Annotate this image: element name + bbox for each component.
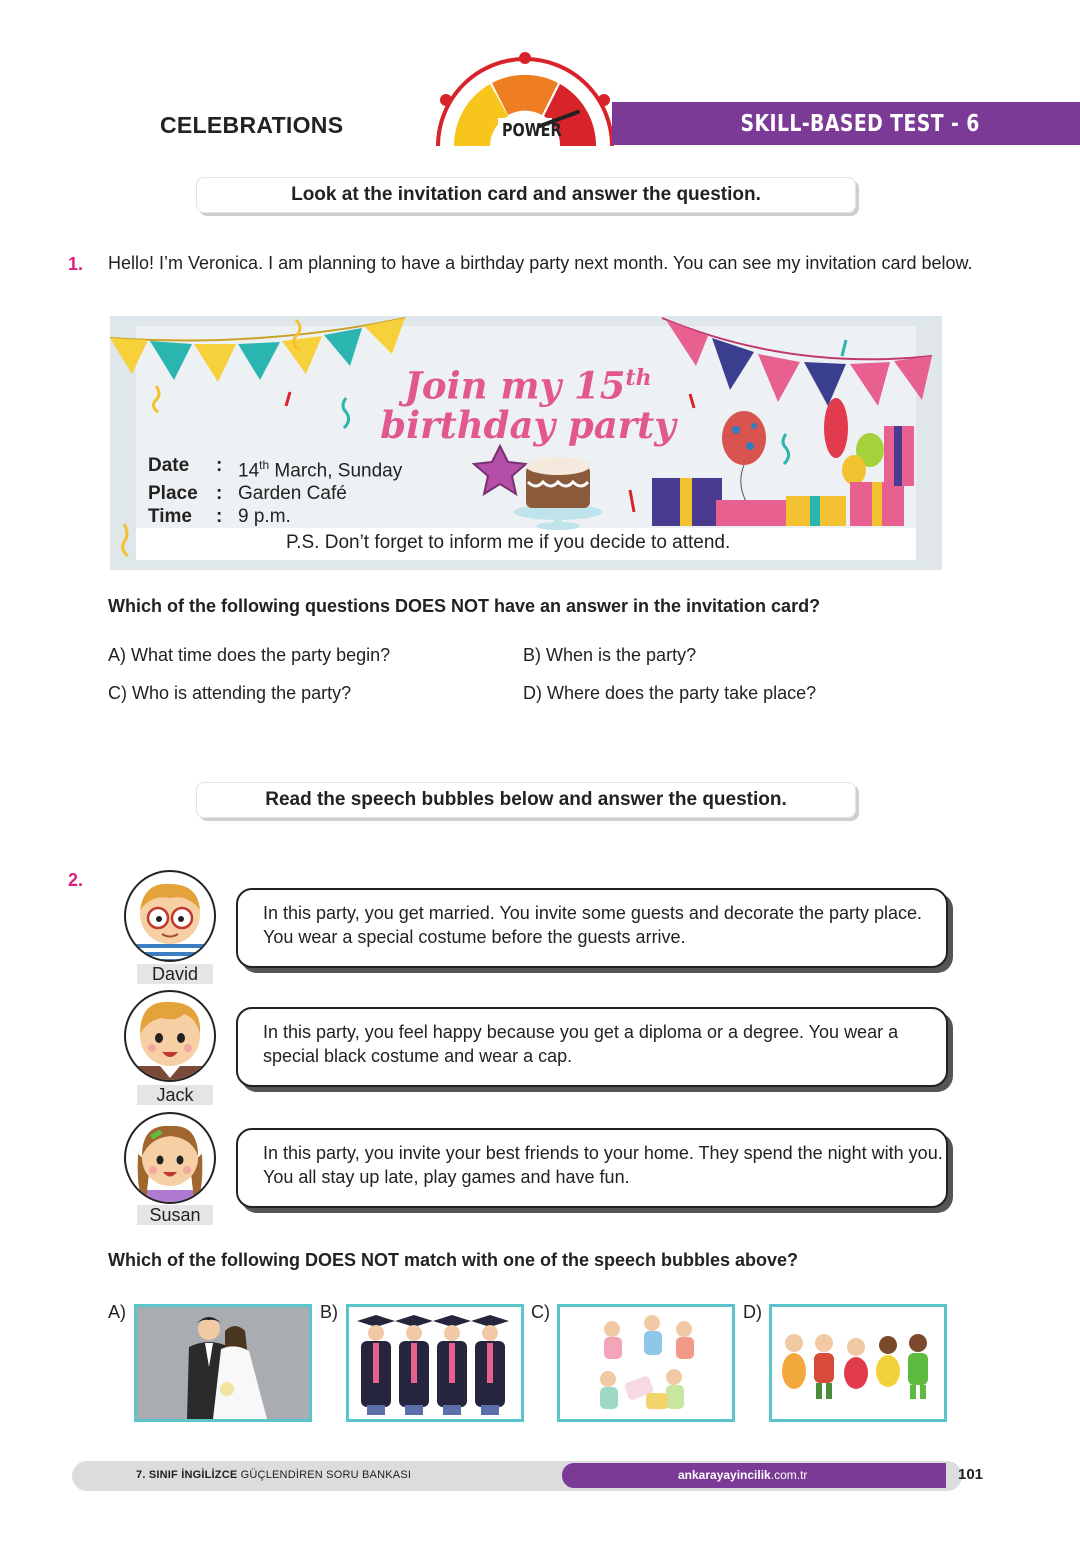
question-number-2: 2. — [68, 870, 84, 890]
answer-image-a[interactable] — [134, 1304, 312, 1422]
test-label: SKILL-BASED TEST - 6 — [740, 111, 980, 137]
date-colon: : — [216, 455, 223, 476]
footer-book-rest: GÜÇLENDİREN SORU BANKASI — [237, 1469, 412, 1481]
topic-title: CELEBRATIONS — [160, 112, 344, 138]
date-sup: th — [259, 458, 270, 472]
answer-image-b[interactable] — [346, 1304, 524, 1422]
answer-image-c[interactable] — [557, 1304, 735, 1422]
invitation-ps: P.S. Don’t forget to inform me if you decide to attend. — [286, 532, 731, 553]
graduates-icon — [349, 1307, 521, 1419]
date-day: 14 — [238, 460, 260, 482]
question-number-1: 1. — [68, 254, 84, 274]
time-colon: : — [216, 506, 223, 528]
time-value: 9 p.m. — [238, 506, 291, 528]
boy-smiling-icon — [126, 992, 214, 1080]
footer-url-rest: .com.tr — [770, 1468, 808, 1482]
option-1b[interactable]: B) When is the party? — [523, 645, 697, 665]
question-intro-1: Hello! I’m Veronica. I am planning to have a birthday party next month. You can see my invitation card below. — [108, 253, 973, 273]
instruction-box-2: Read the speech bubbles below and answer the question. — [196, 782, 856, 818]
answer-letter-c[interactable]: C) — [531, 1302, 550, 1322]
footer-url-bold: ankarayayincilik — [678, 1468, 771, 1482]
details-row-time — [148, 505, 408, 528]
speech-text-david: In this party, you get married. You invite some guests and decorate the party place. You wear a special costume before the guests arrive. — [263, 903, 923, 947]
speech-text-susan: In this party, you invite your best friends to your home. They spend the night with you. You all stay up late, play games and have fun. — [263, 1143, 943, 1187]
footer-url[interactable] — [678, 1468, 807, 1482]
pajama-party-kids-icon — [560, 1307, 732, 1419]
question-1: Which of the following questions DOES NOT have an answer in the invitation card? — [108, 596, 821, 616]
wedding-couple-icon — [137, 1307, 309, 1419]
invitation-title-line1: Join my 15 — [404, 363, 626, 408]
place-label: Place — [148, 483, 198, 505]
question-2: Which of the following DOES NOT match with one of the speech bubbles above? — [108, 1250, 799, 1270]
option-1c[interactable]: C) Who is attending the party? — [108, 683, 352, 703]
answer-image-d[interactable] — [769, 1304, 947, 1422]
answer-letter-d[interactable]: D) — [743, 1302, 762, 1322]
date-value — [238, 454, 408, 482]
footer-book-prefix: 7. SINIF — [136, 1469, 182, 1481]
invitation-title-line2: birthday party — [380, 403, 676, 448]
date-label: Date — [148, 455, 190, 476]
name-tag-david: David — [137, 964, 213, 984]
costume-kids-icon — [772, 1307, 944, 1419]
name-tag-susan: Susan — [137, 1205, 213, 1225]
place-colon: : — [216, 483, 223, 505]
footer-book-title — [136, 1469, 411, 1481]
date-rest: March, Sunday — [269, 460, 403, 482]
avatar-jack — [124, 990, 216, 1082]
invitation-details — [148, 454, 408, 528]
time-label: Time — [148, 506, 193, 528]
invitation-title — [378, 358, 678, 448]
place-value: Garden Café — [238, 483, 347, 505]
speech-text-jack: In this party, you feel happy because you get a diploma or a degree. You wear a special black costume and wear a cap. — [263, 1022, 899, 1066]
avatar-susan — [124, 1112, 216, 1204]
details-row-date — [148, 454, 408, 482]
option-1a[interactable]: A) What time does the party begin? — [108, 645, 391, 665]
option-1d[interactable]: D) Where does the party take place? — [523, 683, 817, 703]
invitation-title-sup: th — [625, 365, 652, 391]
instruction-box-1: Look at the invitation card and answer the question. — [196, 177, 856, 213]
details-row-place — [148, 482, 408, 505]
boy-glasses-icon — [126, 872, 214, 960]
answer-letter-a[interactable]: A) — [108, 1302, 126, 1322]
page-number: 101 — [958, 1466, 984, 1483]
footer-book-subject: İNGİLİZCE — [181, 1469, 238, 1481]
name-tag-jack: Jack — [137, 1085, 213, 1105]
answer-letter-b[interactable]: B) — [320, 1302, 338, 1322]
girl-pigtails-icon — [126, 1114, 214, 1202]
gauge-label: POWER — [502, 120, 562, 141]
avatar-david — [124, 870, 216, 962]
